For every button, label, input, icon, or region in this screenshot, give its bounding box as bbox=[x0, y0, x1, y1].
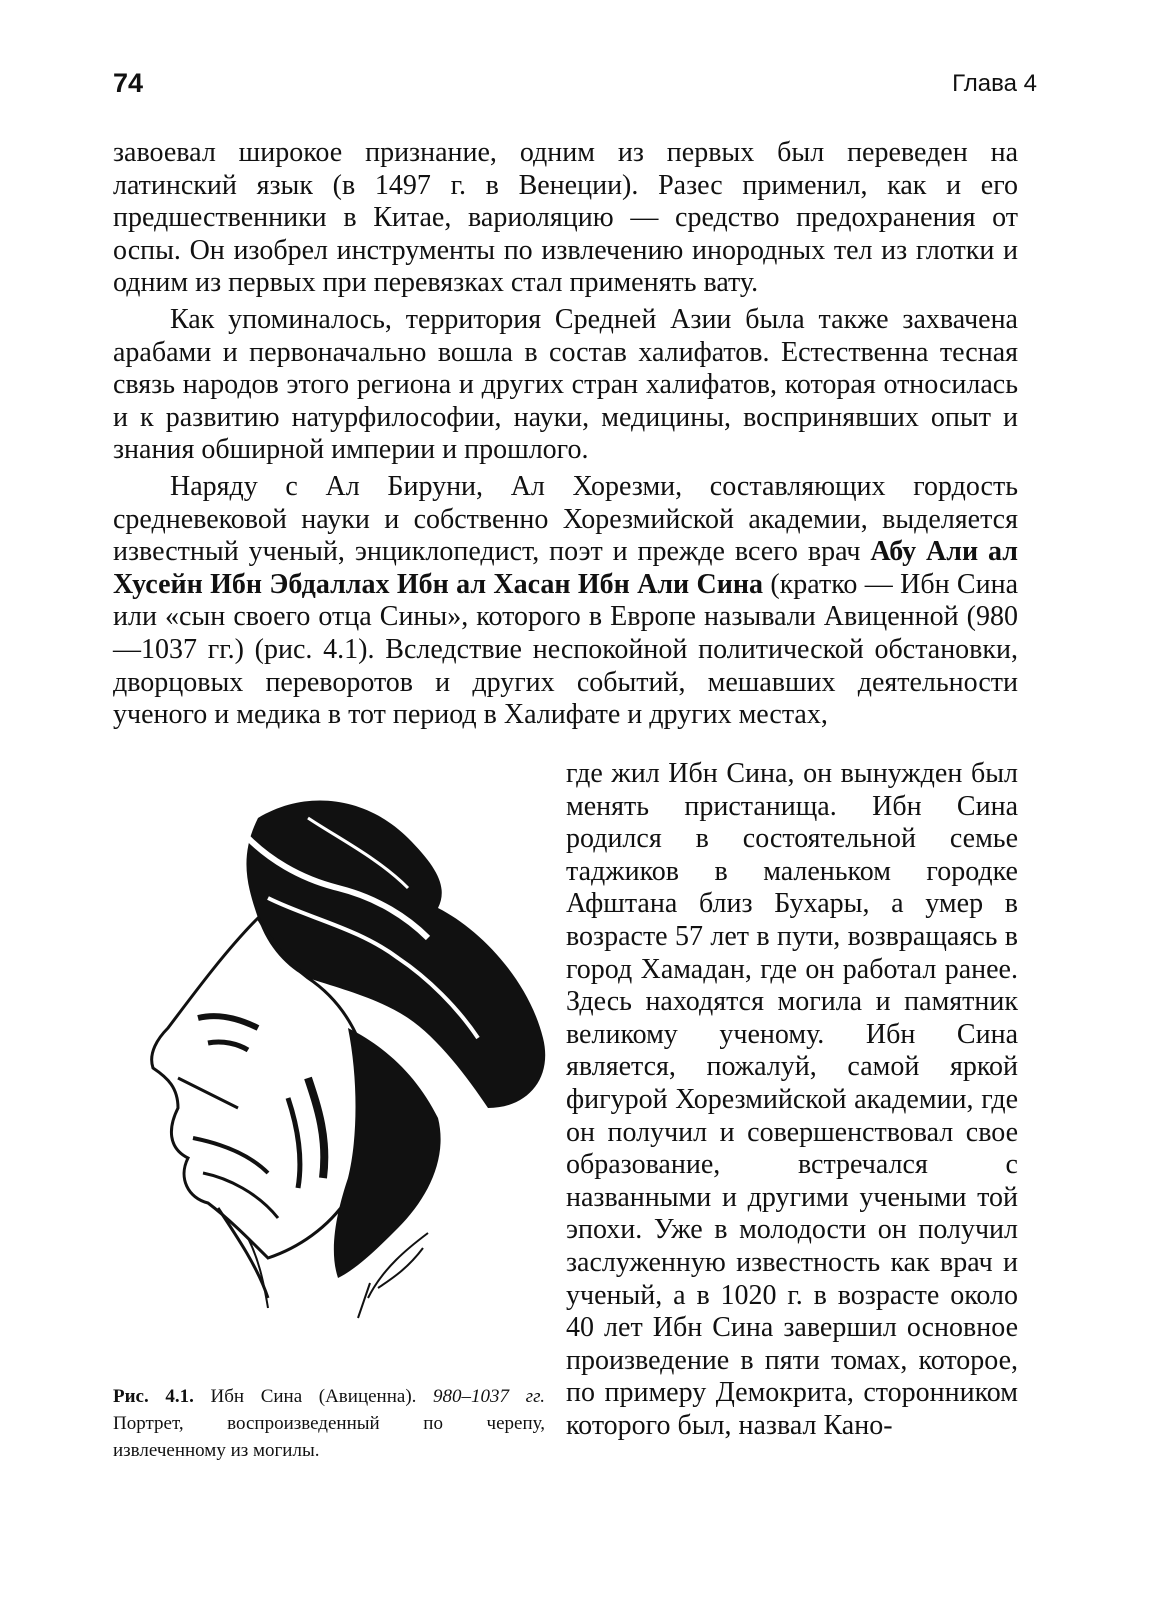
hair-shading bbox=[334, 1028, 441, 1278]
paragraph-3-start: Наряду с Ал Бируни, Ал Хорезми, составляющих гордость средневековой науки и собственно Хорезмийской академии, выделяется известный ученый, энциклопедист, поэт и прежде всего врач bbox=[113, 470, 1018, 568]
avicenna-portrait-drawing bbox=[108, 778, 553, 1333]
main-text bbox=[113, 137, 1018, 732]
caption-name: Ибн Сина (Авиценна). bbox=[193, 1386, 434, 1407]
figure-caption bbox=[113, 1383, 545, 1464]
paragraph-3 bbox=[113, 471, 1018, 732]
paragraph-1: завоевал широкое признание, одним из первых был переведен на латинский язык (в 1497 г. в Венеции). Разес применил, как и его предшественники в Китае, вариоляцию — средство предохранения от оспы. Он изобрел инструменты по извлечению инородных тел из глотки и одним из первых при перевязках стал применять вату. bbox=[113, 137, 1018, 299]
paragraph-2: Как упоминалось, территория Средней Азии была также захвачена арабами и первоначально вошла в состав халифатов. Естественна тесная связь народов этого региона и других стран халифатов, которая относилась и к развитию натурфилософии, науки, медицины, воспринявших опыт и знания обширной империи и прошлого. bbox=[113, 303, 1018, 466]
side-column-text bbox=[566, 758, 1018, 1442]
caption-label: Рис. 4.1. bbox=[113, 1386, 194, 1407]
running-head: Глава 4 bbox=[952, 70, 1037, 97]
avicenna-portrait-figure bbox=[108, 778, 553, 1333]
caption-dates: 980–1037 гг. bbox=[433, 1386, 545, 1407]
page-number: 74 bbox=[113, 68, 144, 98]
avicenna-full-name: Абу Али ал Хусейн Ибн Эбдаллах Ибн ал Хасан Ибн Али Сина bbox=[113, 536, 1018, 600]
paragraph-3-end: (кратко — Ибн Сина или «сын своего отца Сины», которого в Европе называли Авиценной (980—1037 гг.) (рис. 4.1). Вследствие неспокойной политической обстановки, дворцовых переворотов и других событий, мешавших деятельности ученого и медика в тот период в Халифате и других местах, bbox=[113, 568, 1018, 731]
caption-description: Портрет, воспроизведенный по черепу, извлеченному из могилы. bbox=[113, 1413, 545, 1461]
paragraph-3-continued: где жил Ибн Сина, он вынужден был менять пристанища. Ибн Сина родился в состоятельной семье таджиков в маленьком городке Афштана близ Бухары, а умер в возрасте 57 лет в пути, возвращаясь в город Хамадан, где он работал ранее. Здесь находятся могила и памятник великому ученому. Ибн Сина является, пожалуй, самой яркой фигурой Хорезмийской академии, где он получил и совершенствовал свое образование, встречался с названными и другими учеными той эпохи. Уже в молодости он получил заслуженную известность как врач и ученый, а в 1020 г. в возрасте около 40 лет Ибн Сина завершил основное произведение в пяти томах, которое, по примеру Демокрита, сторонником которого был, назвал Кано- bbox=[566, 758, 1018, 1441]
